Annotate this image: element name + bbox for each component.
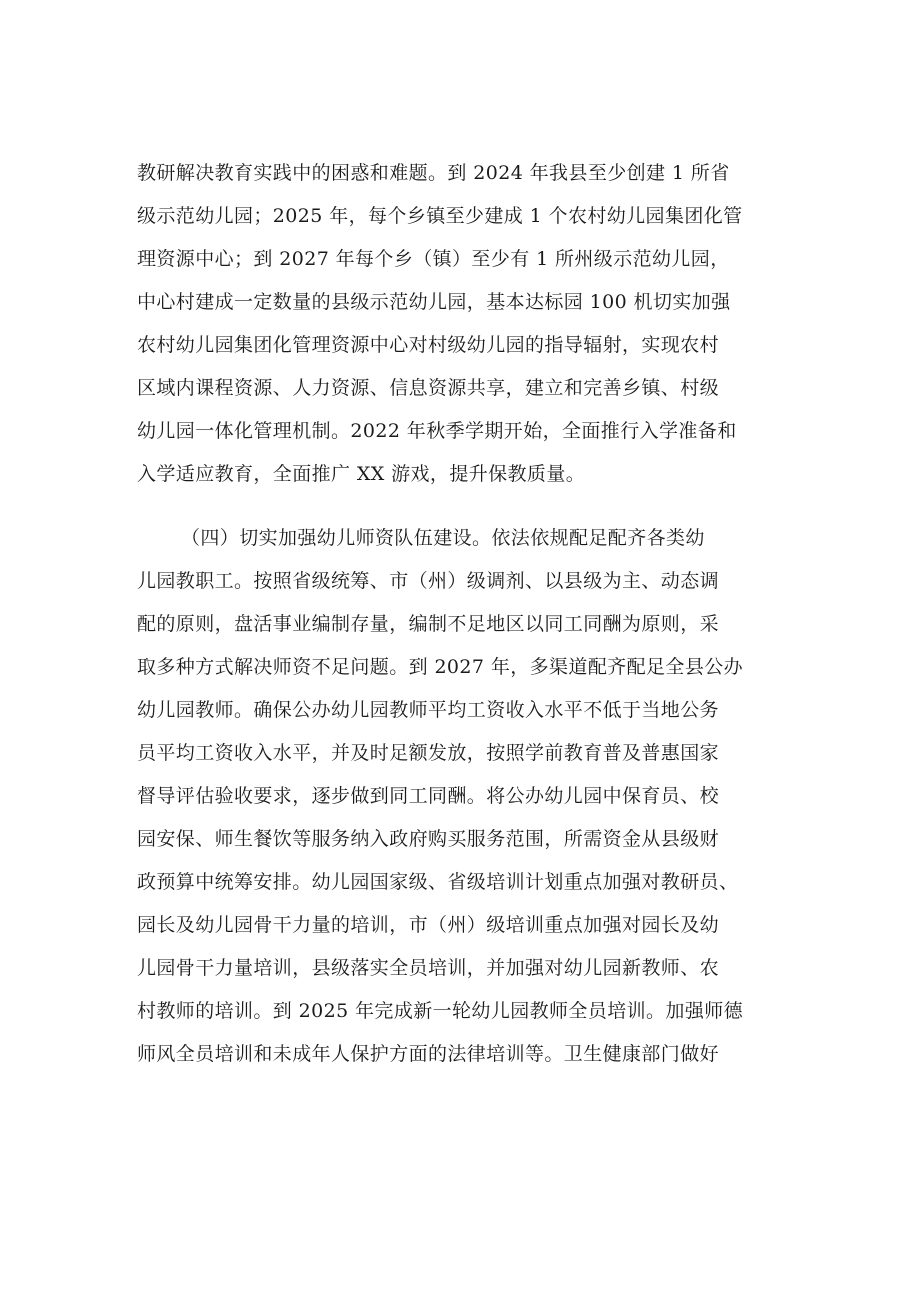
text-line: 农村幼儿园集团化管理资源中心对村级幼儿园的指导辐射，实现农村 bbox=[137, 334, 720, 356]
text-line: 级示范幼儿园；2025 年，每个乡镇至少建成 1 个农村幼儿园集团化管 bbox=[137, 205, 743, 227]
text-line: 中心村建成一定数量的县级示范幼儿园，基本达标园 100 机切实加强 bbox=[137, 291, 731, 313]
text-line: 师风全员培训和未成年人保护方面的法律培训等。卫生健康部门做好 bbox=[137, 1043, 720, 1065]
text-line: 幼儿园一体化管理机制。2022 年秋季学期开始，全面推行入学准备和 bbox=[137, 420, 737, 442]
text-line: 配的原则，盘活事业编制存量，编制不足地区以同工同酬为原则，采 bbox=[137, 613, 720, 635]
text-line: 教研解决教育实践中的困惑和难题。到 2024 年我县至少创建 1 所省 bbox=[137, 162, 730, 184]
paragraph-heading-line: （四）切实加强幼儿师资队伍建设。依法依规配足配齐各类幼 bbox=[181, 527, 705, 549]
text-line: 政预算中统筹安排。幼儿园国家级、省级培训计划重点加强对教研员、 bbox=[137, 871, 739, 893]
text-line: 理资源中心；到 2027 年每个乡（镇）至少有 1 所州级示范幼儿园， bbox=[137, 248, 730, 270]
text-line: 村教师的培训。到 2025 年完成新一轮幼儿园教师全员培训。加强师德 bbox=[137, 1000, 744, 1022]
text-line: 幼儿园教师。确保公办幼儿园教师平均工资收入水平不低于当地公务 bbox=[137, 699, 720, 721]
text-line: 儿园教职工。按照省级统筹、市（州）级调剂、以县级为主、动态调 bbox=[137, 570, 720, 592]
text-line: 员平均工资收入水平，并及时足额发放，按照学前教育普及普惠国家 bbox=[137, 742, 720, 764]
text-line: 园安保、师生餐饮等服务纳入政府购买服务范围，所需资金从县级财 bbox=[137, 828, 720, 850]
text-line: 区域内课程资源、人力资源、信息资源共享，建立和完善乡镇、村级 bbox=[137, 377, 720, 399]
text-line: 入学适应教育，全面推广 XX 游戏，提升保教质量。 bbox=[137, 463, 586, 485]
text-line: 取多种方式解决师资不足问题。到 2027 年，多渠道配齐配足全县公办 bbox=[137, 656, 744, 678]
text-line: 儿园骨干力量培训，县级落实全员培训，并加强对幼儿园新教师、农 bbox=[137, 957, 720, 979]
text-line: 园长及幼儿园骨干力量的培训，市（州）级培训重点加强对园长及幼 bbox=[137, 914, 720, 936]
text-line: 督导评估验收要求，逐步做到同工同酬。将公办幼儿园中保育员、校 bbox=[137, 785, 720, 807]
